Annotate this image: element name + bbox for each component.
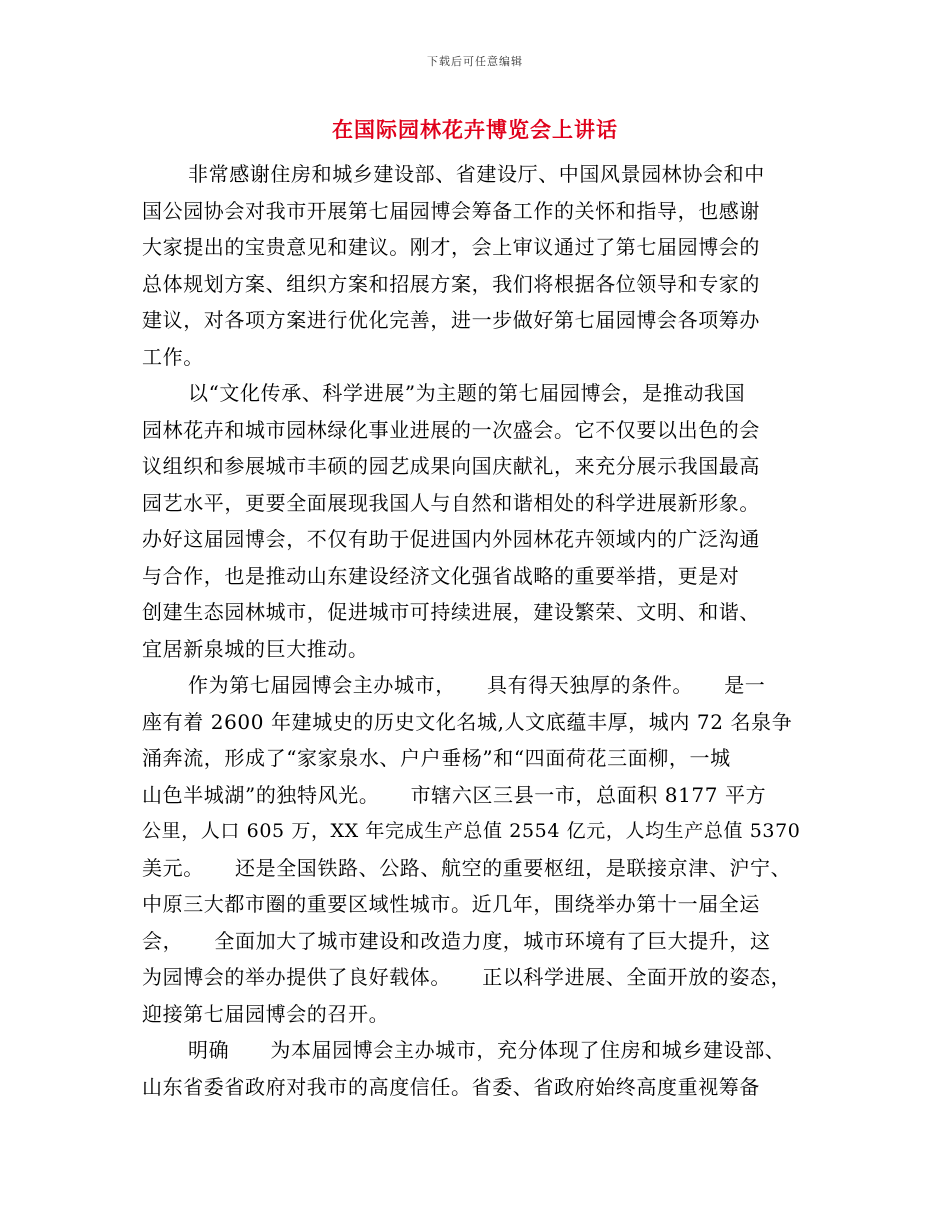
text-line: 会， 全面加大了城市建设和改造力度，城市环境有了巨大提升，这 <box>142 928 771 953</box>
text-line: 山东省委省政府对我市的高度信任。省委、省政府始终高度重视筹备 <box>142 1074 760 1099</box>
text-line: 国公园协会对我市开展第七届园博会筹备工作的关怀和指导，也感谢 <box>142 198 760 223</box>
text-line: 工作。 <box>142 344 204 369</box>
text-line: 园艺水平，更要全面展现我国人与自然和谐相处的科学进展新形象。 <box>142 490 760 515</box>
text-line: 以“文化传承、科学进展”为主题的第七届园博会，是推动我国 <box>188 381 746 405</box>
document-title: 在国际园林花卉博览会上讲话 <box>332 117 618 142</box>
text-line: 为园博会的举办提供了良好载体。 正以科学进展、全面开放的姿态， <box>142 965 792 989</box>
document-body <box>142 156 812 1105</box>
text-line: 议组织和参展城市丰硕的园艺成果向国庆献礼，来充分展示我国最高 <box>142 454 760 478</box>
text-line: 与合作，也是推动山东建设经济文化强省战略的重要举措，更是对 <box>142 563 740 588</box>
text-line: 创建生态园林城市，促进城市可持续进展，建设繁荣、文明、和谐、 <box>142 600 760 624</box>
text-line: 办好这届园博会，不仅有助于促进国内外园林花卉领域内的广泛沟通 <box>142 527 760 551</box>
text-line: 美元。 还是全国铁路、公路、航空的重要枢纽，是联接京津、沪宁、 <box>142 855 792 880</box>
text-line: 涌奔流，形成了“家家泉水、户户垂杨”和“四面荷花三面柳，一城 <box>142 746 731 770</box>
text-line: 山色半城湖”的独特风光。 市辖六区三县一市，总面积 8177 平方 <box>142 782 767 807</box>
text-line: 公里，人口 605 万，XX 年完成生产总值 2554 亿元，人均生产总值 5370 <box>142 820 801 842</box>
text-line: 中原三大都市圈的重要区域性城市。近几年，围绕举办第十一届全运 <box>142 892 760 916</box>
text-line: 建议，对各项方案进行优化完善，进一步做好第七届园博会各项筹办 <box>142 308 760 332</box>
text-line: 作为第七届园博会主办城市， 具有得天独厚的条件。 是一 <box>188 673 766 697</box>
page-header: 下载后可任意编辑 <box>427 55 523 68</box>
text-line: 宜居新泉城的巨大推动。 <box>142 636 369 661</box>
text-line: 园林花卉和城市园林绿化事业进展的一次盛会。它不仅要以出色的会 <box>142 417 760 442</box>
text-line: 大家提出的宝贵意见和建议。刚才，会上审议通过了第七届园博会的 <box>142 235 760 259</box>
text-line: 明确 为本届园博会主办城市，充分体现了住房和城乡建设部、 <box>188 1038 786 1062</box>
text-line: 非常感谢住房和城乡建设部、省建设厅、中国风景园林协会和中 <box>188 162 765 186</box>
text-line: 座有着 2600 年建城史的历史文化名城,人文底蕴丰厚，城内 72 名泉争 <box>142 709 793 734</box>
text-line: 迎接第七届园博会的召开。 <box>142 1001 390 1026</box>
text-line: 总体规划方案、组织方案和招展方案，我们将根据各位领导和专家的 <box>142 271 760 296</box>
